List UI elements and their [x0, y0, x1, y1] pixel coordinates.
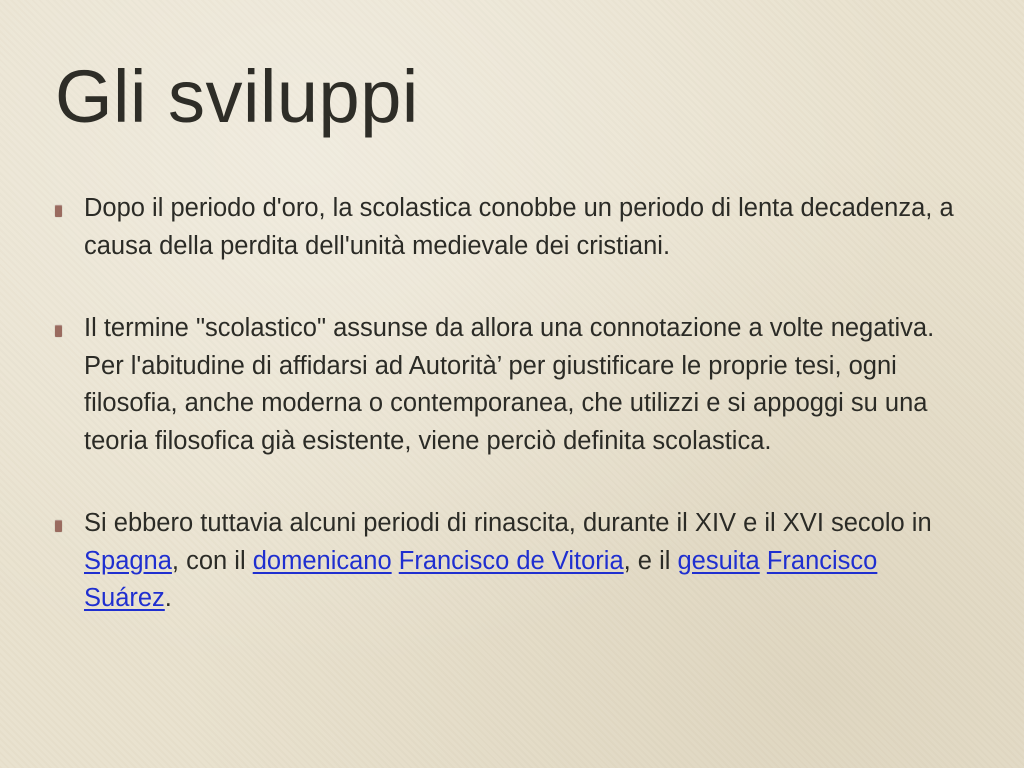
bullet-text-segment: , e il: [623, 546, 678, 575]
square-bullet-icon: [55, 520, 62, 532]
bullet-text-segment: [760, 547, 767, 575]
square-bullet-icon: [55, 325, 62, 337]
link-domenicano[interactable]: domenicano: [252, 546, 392, 575]
bullet-item: [50, 190, 970, 265]
bullet-text-segment: , con il: [171, 546, 253, 575]
bullet-text: Il termine "scolastico" assunse da allora una connotazione a volte negativa. Per l'abitudine di affidarsi ad Autorità’ per giustificare le proprie tesi, ogni filosofia, anche moderna o contemporanea, che utilizzi e si appoggi su una teoria filosofica già esistente, viene perciò definita scolastica.: [84, 314, 935, 455]
square-bullet-icon: [55, 205, 62, 217]
bullet-text-segment: .: [164, 584, 172, 612]
link-spagna[interactable]: Spagna: [84, 546, 172, 575]
slide-title: Gli sviluppi: [55, 55, 419, 138]
bullet-text-segment: Si ebbero tuttavia alcuni periodi di rinascita, durante il XIV e il XVI secolo in: [84, 509, 932, 537]
bullet-list: [50, 190, 970, 663]
bullet-item: [50, 310, 970, 460]
link-francisco-suarez[interactable]: Francisco Suárez: [84, 546, 878, 612]
bullet-text: Dopo il periodo d'oro, la scolastica conobbe un periodo di lenta decadenza, a causa della perdita dell'unità medievale dei cristiani.: [84, 194, 954, 260]
bullet-text-segment: [392, 547, 399, 575]
link-francisco-de-vitoria[interactable]: Francisco de Vitoria: [398, 546, 624, 575]
link-gesuita[interactable]: gesuita: [677, 546, 760, 575]
bullet-item: [50, 505, 970, 618]
